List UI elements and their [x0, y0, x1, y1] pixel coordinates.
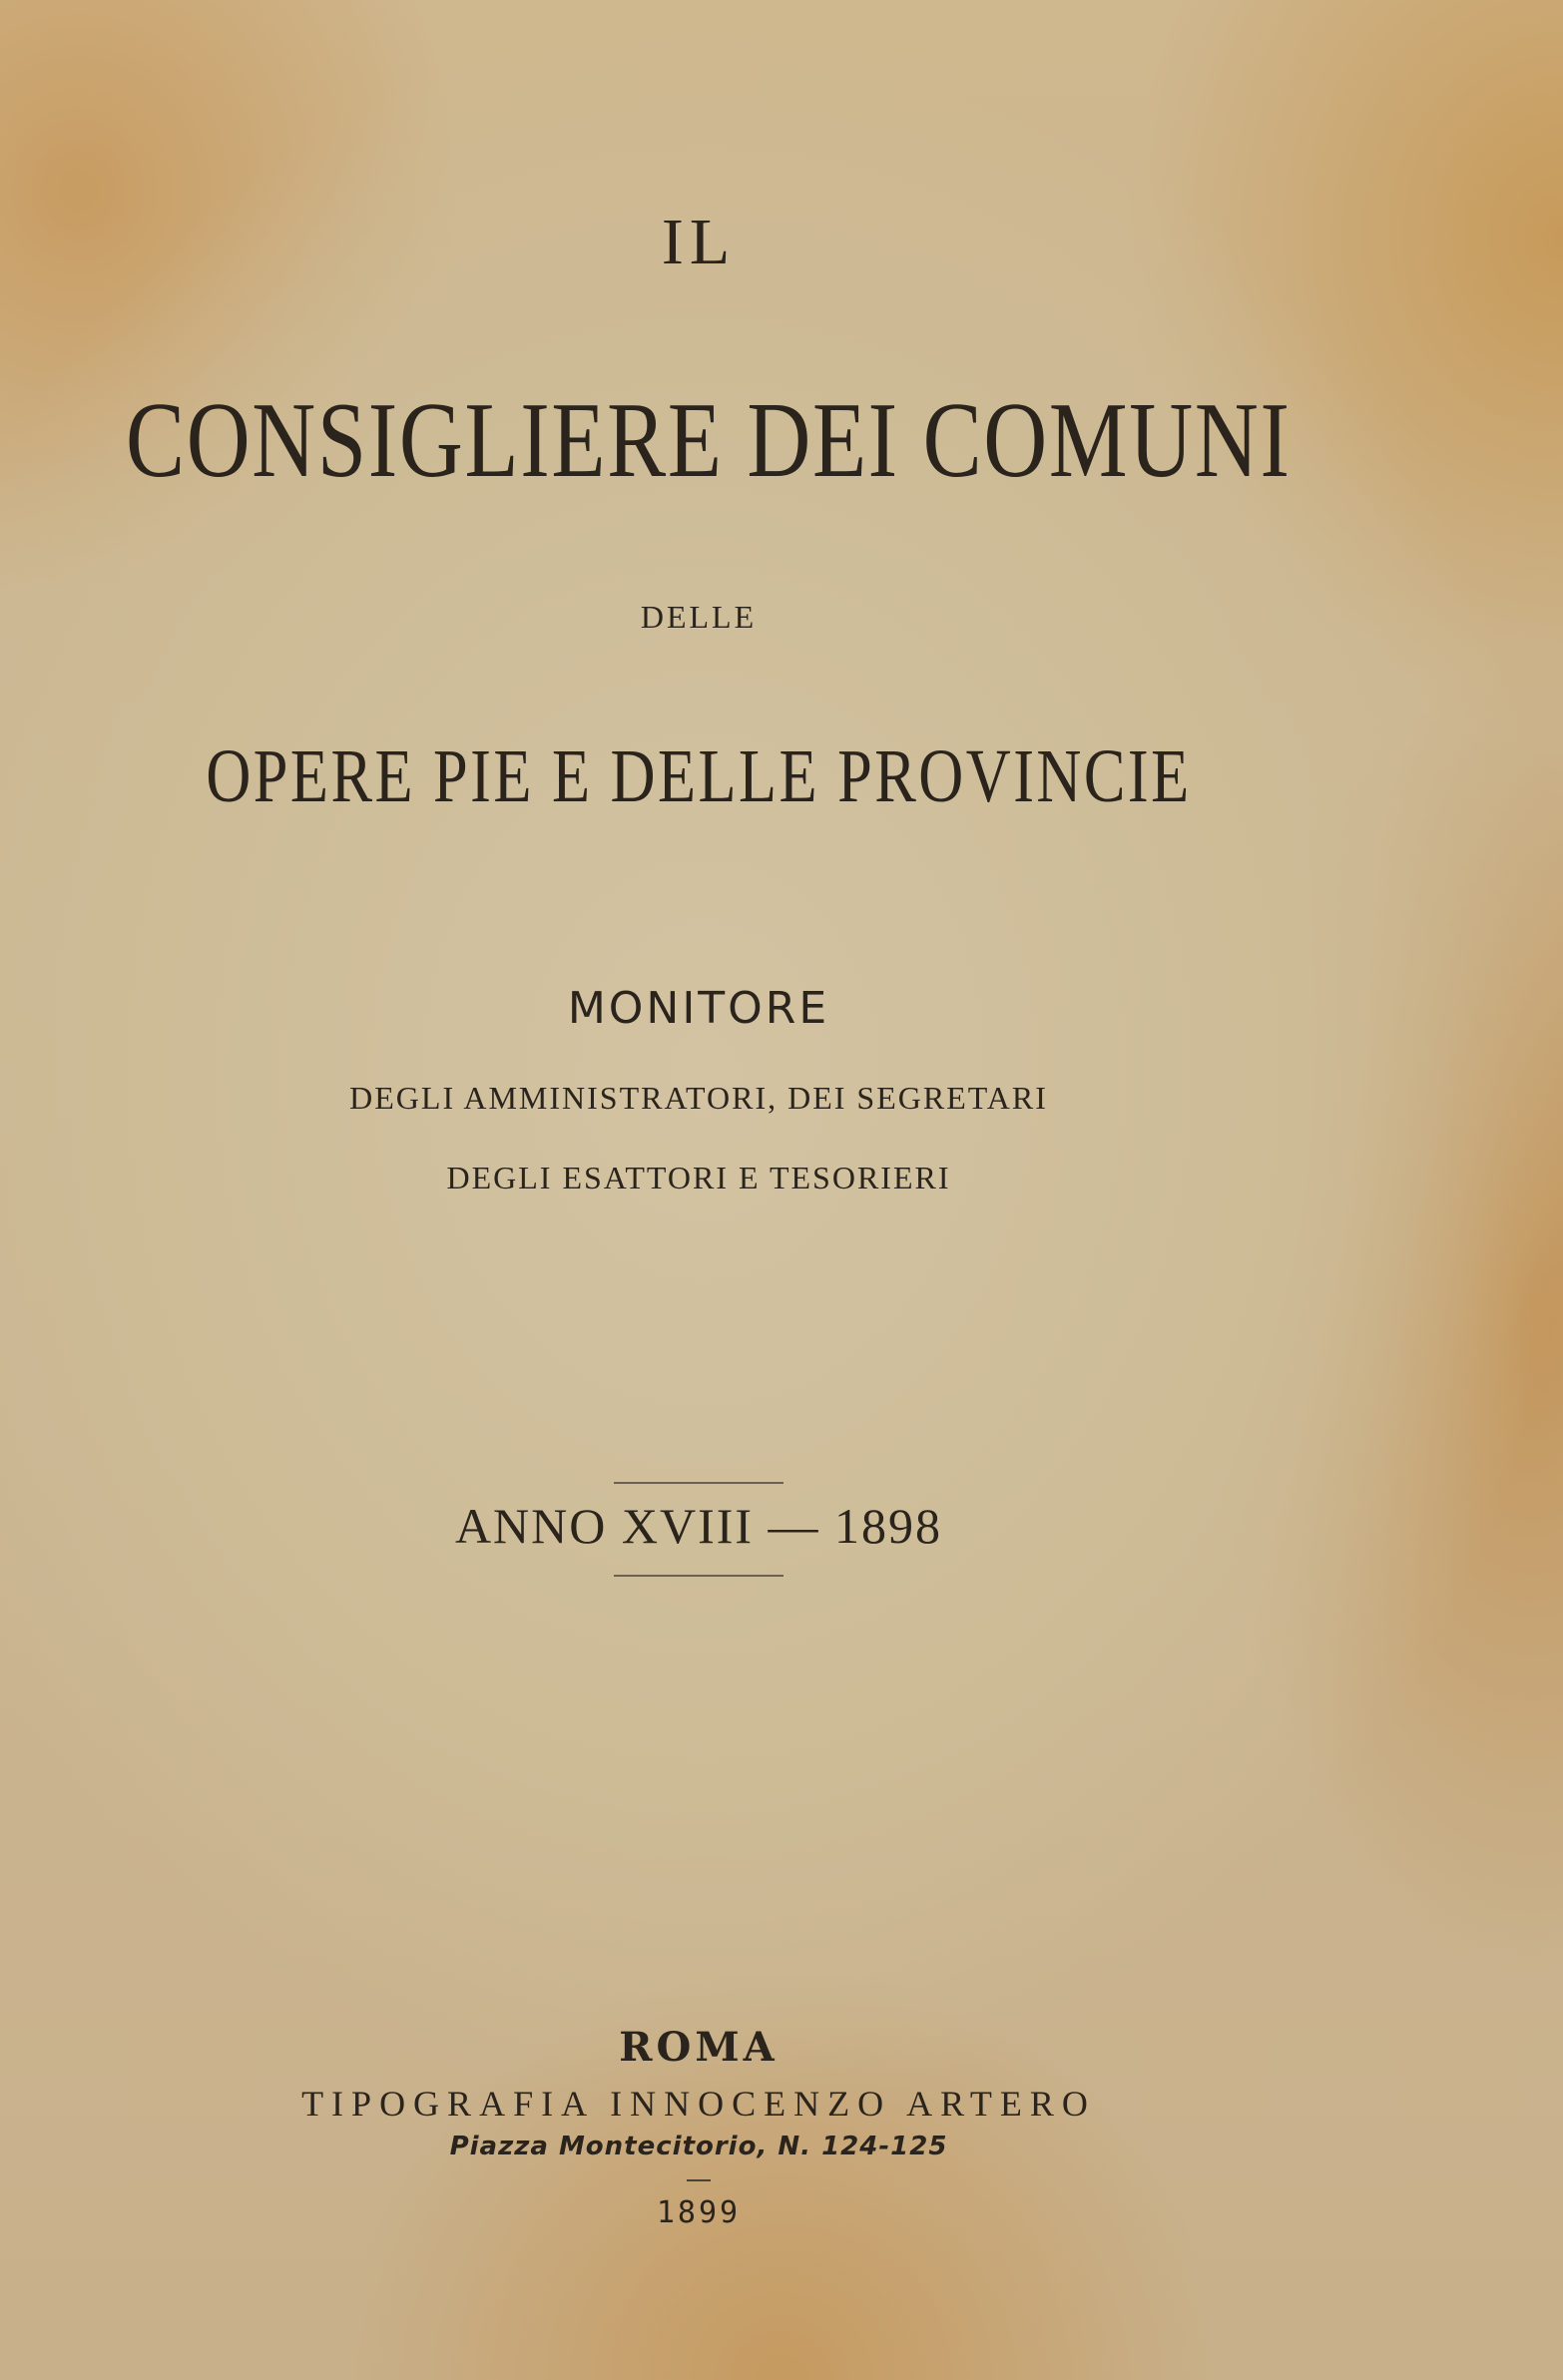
monitor-heading: MONITORE [567, 983, 830, 1034]
description-line-1: DEGLI AMMINISTRATORI, DEI SEGRETARI [349, 1080, 1048, 1116]
divider-top [614, 1482, 783, 1484]
divider-bottom [614, 1575, 783, 1577]
description-line-2: DEGLI ESATTORI E TESORIERI [446, 1160, 951, 1195]
title-connector: DELLE [640, 599, 758, 635]
volume-year: ANNO XVIII — 1898 [454, 1498, 943, 1554]
printer-name: TIPOGRAFIA INNOCENZO ARTERO [301, 2084, 1096, 2124]
printer-address: Piazza Montecitorio, N. 124-125 [449, 2132, 948, 2161]
small-divider [687, 2179, 711, 2181]
title-article: IL [661, 206, 737, 278]
publication-city: ROMA [619, 2024, 779, 2071]
subtitle: OPERE PIE E DELLE PROVINCIE [206, 734, 1192, 818]
main-title: CONSIGLIERE DEI COMUNI [126, 381, 1292, 500]
publication-year: 1899 [656, 2195, 742, 2230]
